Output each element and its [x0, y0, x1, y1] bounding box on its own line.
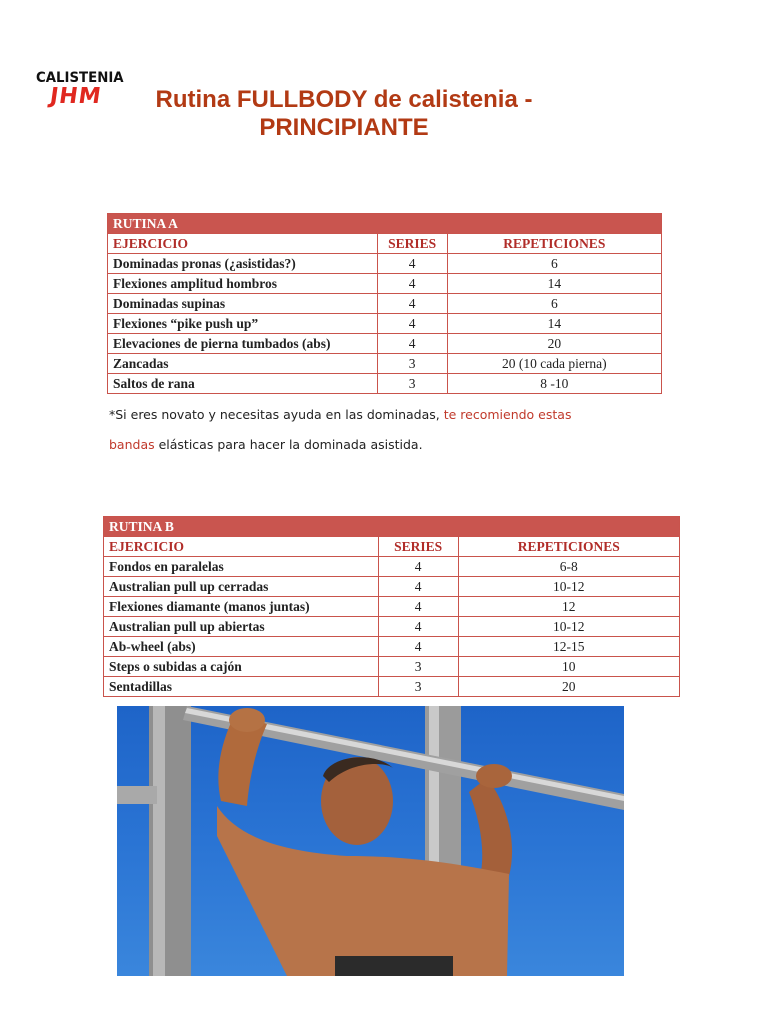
table-row — [108, 314, 662, 334]
series-value: 4 — [378, 577, 458, 597]
shorts — [335, 956, 453, 976]
left-hand — [229, 708, 265, 732]
col-header-ejercicio: EJERCICIO — [108, 234, 378, 254]
exercise-name: Fondos en paralelas — [104, 557, 379, 577]
series-value: 3 — [378, 657, 458, 677]
col-header-series: SERIES — [378, 537, 458, 557]
exercise-name: Australian pull up cerradas — [104, 577, 379, 597]
reps-value: 10 — [458, 657, 679, 677]
reps-value: 12 — [458, 597, 679, 617]
routine-b-table — [103, 516, 680, 697]
logo — [36, 70, 124, 109]
assist-note-line1 — [109, 407, 669, 422]
table-row — [108, 254, 662, 274]
exercise-name: Flexiones diamante (manos juntas) — [104, 597, 379, 617]
col-header-ejercicio: EJERCICIO — [104, 537, 379, 557]
reps-value: 6-8 — [458, 557, 679, 577]
table-row — [104, 617, 680, 637]
side-bar — [117, 786, 157, 804]
logo-text-calistenia: CALISTENIA — [36, 70, 124, 86]
reps-value: 6 — [447, 254, 661, 274]
exercise-name: Dominadas pronas (¿asistidas?) — [108, 254, 378, 274]
table-row — [104, 637, 680, 657]
routine-a-title: RUTINA A — [108, 214, 662, 234]
exercise-name: Zancadas — [108, 354, 378, 374]
col-header-repeticiones: REPETICIONES — [447, 234, 661, 254]
right-arm — [469, 778, 512, 876]
table-row — [104, 657, 680, 677]
reps-value: 20 (10 cada pierna) — [447, 354, 661, 374]
reps-value: 8 -10 — [447, 374, 661, 394]
table-row — [108, 294, 662, 314]
note-text: elásticas para hacer la dominada asistida. — [154, 437, 423, 452]
table-row — [104, 597, 680, 617]
series-value: 4 — [377, 314, 447, 334]
series-value: 4 — [377, 294, 447, 314]
bands-link-continued[interactable]: bandas — [109, 437, 155, 452]
bands-link[interactable]: te recomiendo estas — [443, 407, 572, 422]
col-header-series: SERIES — [377, 234, 447, 254]
right-hand — [476, 764, 512, 788]
table-row — [108, 334, 662, 354]
series-value: 4 — [377, 254, 447, 274]
exercise-name: Saltos de rana — [108, 374, 378, 394]
exercise-name: Australian pull up abiertas — [104, 617, 379, 637]
assist-note-line2 — [109, 437, 669, 452]
exercise-name: Ab-wheel (abs) — [104, 637, 379, 657]
routine-b-title: RUTINA B — [104, 517, 680, 537]
exercise-name: Dominadas supinas — [108, 294, 378, 314]
series-value: 4 — [377, 274, 447, 294]
series-value: 3 — [377, 374, 447, 394]
reps-value: 14 — [447, 274, 661, 294]
col-header-repeticiones: REPETICIONES — [458, 537, 679, 557]
page-title: Rutina FULLBODY de calistenia - PRINCIPIANTE — [155, 86, 533, 141]
series-value: 3 — [377, 354, 447, 374]
logo-text-jhm: JHM — [48, 84, 104, 109]
series-value: 4 — [377, 334, 447, 354]
reps-value: 12-15 — [458, 637, 679, 657]
table-row — [108, 374, 662, 394]
reps-value: 20 — [458, 677, 679, 697]
table-row — [108, 354, 662, 374]
series-value: 4 — [378, 637, 458, 657]
reps-value: 20 — [447, 334, 661, 354]
series-value: 4 — [378, 617, 458, 637]
exercise-name: Flexiones amplitud hombros — [108, 274, 378, 294]
exercise-name: Sentadillas — [104, 677, 379, 697]
series-value: 3 — [378, 677, 458, 697]
series-value: 4 — [378, 597, 458, 617]
table-row — [104, 677, 680, 697]
series-value: 4 — [378, 557, 458, 577]
exercise-name: Elevaciones de pierna tumbados (abs) — [108, 334, 378, 354]
pullup-illustration — [117, 706, 624, 976]
reps-value: 14 — [447, 314, 661, 334]
routine-a-table — [107, 213, 662, 394]
exercise-name: Flexiones “pike push up” — [108, 314, 378, 334]
reps-value: 10-12 — [458, 577, 679, 597]
pullup-photo — [117, 706, 624, 976]
exercise-name: Steps o subidas a cajón — [104, 657, 379, 677]
table-row — [104, 577, 680, 597]
table-row — [108, 274, 662, 294]
table-row — [104, 557, 680, 577]
reps-value: 6 — [447, 294, 661, 314]
note-text: *Si eres novato y necesitas ayuda en las dominadas, — [109, 407, 444, 422]
reps-value: 10-12 — [458, 617, 679, 637]
